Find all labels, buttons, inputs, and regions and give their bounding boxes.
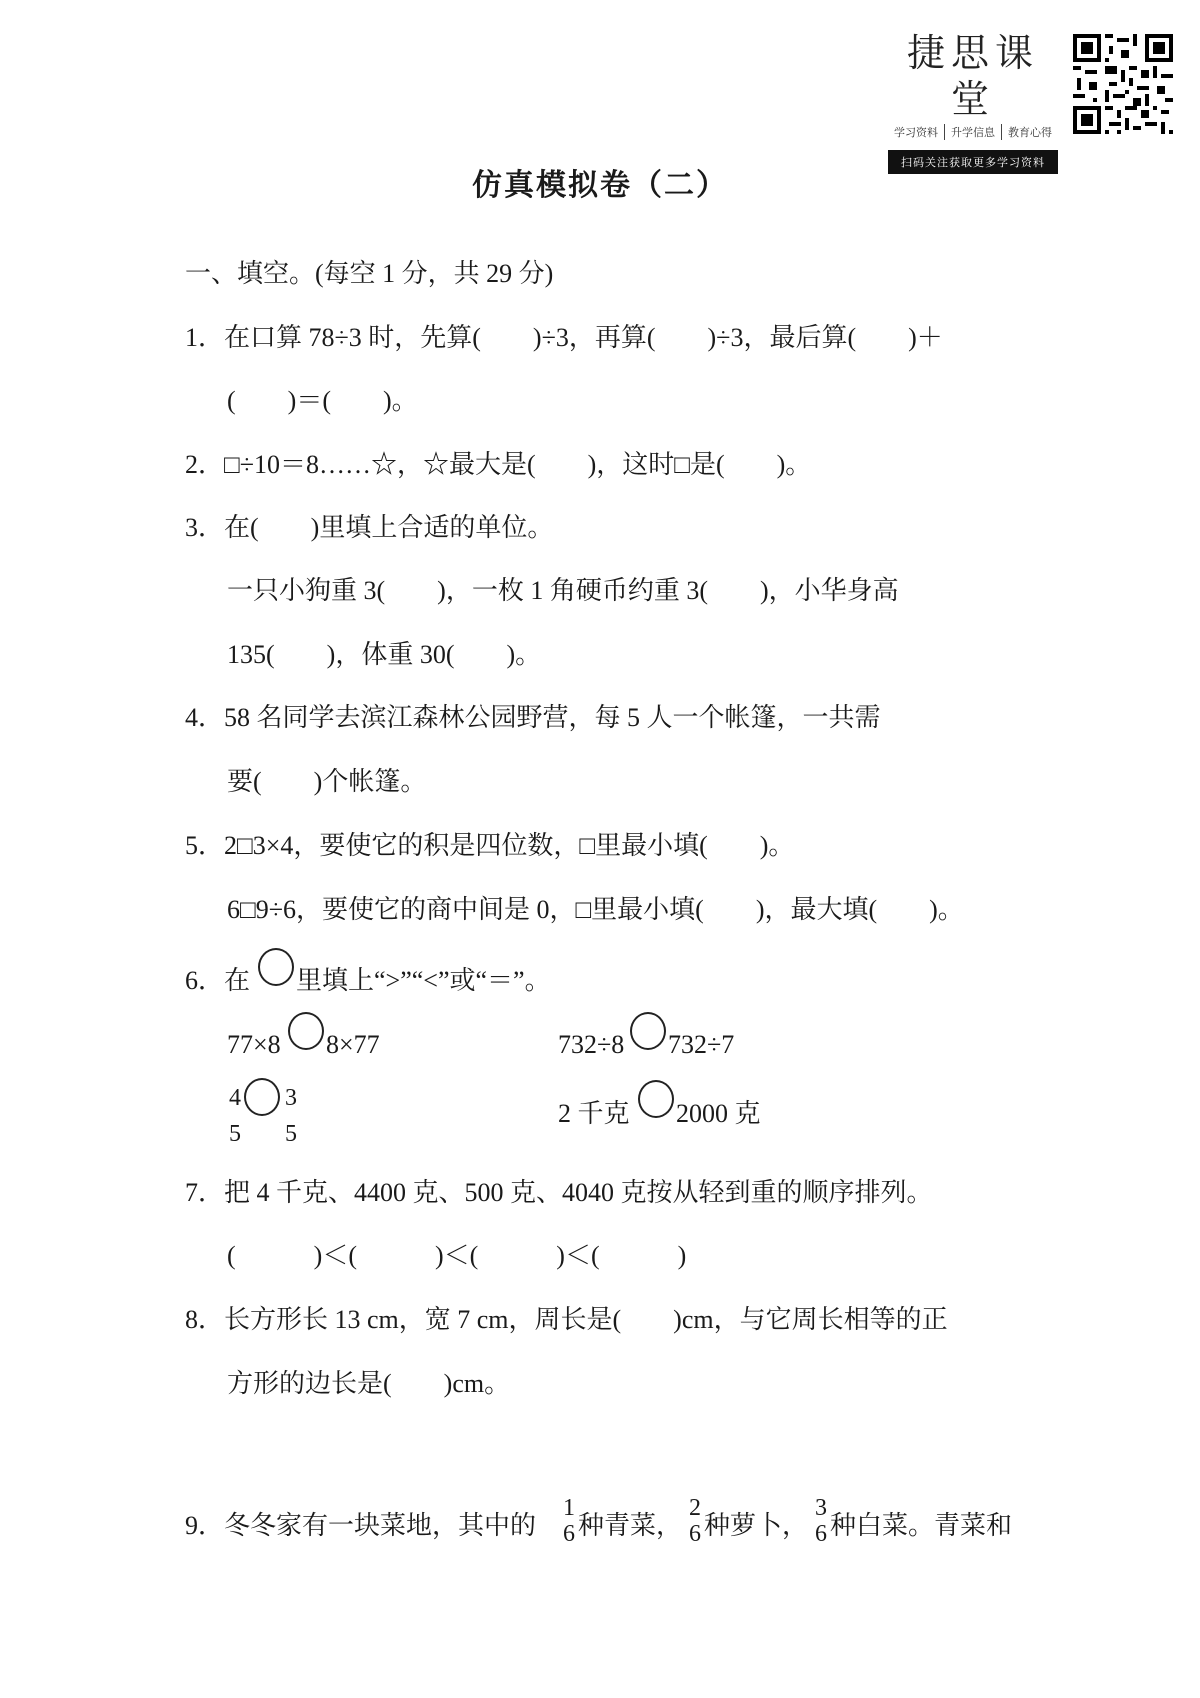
compare-3-circle[interactable] bbox=[244, 1078, 280, 1116]
question-6-suffix: 里填上“>”“<”或“＝”。 bbox=[296, 966, 551, 995]
fraction-4-5 bbox=[226, 1085, 244, 1147]
question-9-part-3: 种萝卜， bbox=[704, 1511, 809, 1540]
fraction-denominator: 6 bbox=[689, 1521, 701, 1547]
question-3-line-2: 一只小狗重 3( )，一枚 1 角硬币约重 3( )，小华身高 bbox=[227, 576, 899, 605]
brand-tag: 升学信息 bbox=[945, 124, 1002, 140]
compare-4-right: 2000 克 bbox=[676, 1099, 761, 1128]
compare-2-right: 732÷7 bbox=[668, 1030, 735, 1059]
page-title: 仿真模拟卷（二） bbox=[472, 168, 728, 203]
question-9-part-4: 种白菜。青菜和 bbox=[830, 1511, 1013, 1540]
compare-4-circle[interactable] bbox=[638, 1080, 674, 1118]
brand-tag: 教育心得 bbox=[1008, 126, 1052, 139]
brand-tags bbox=[888, 124, 1058, 140]
question-9-part-1: 9．冬冬家有一块菜地，其中的 bbox=[185, 1511, 537, 1540]
section-heading: 一、填空。(每空 1 分，共 29 分) bbox=[185, 259, 554, 288]
question-5-line-1: 5．2□3×4，要使它的积是四位数，□里最小填( )。 bbox=[185, 831, 795, 860]
question-7-line-1: 7．把 4 千克、4400 克、500 克、4040 克按从轻到重的顺序排列。 bbox=[185, 1178, 933, 1207]
compare-2-left: 732÷8 bbox=[558, 1030, 625, 1059]
compare-circle-icon bbox=[258, 948, 294, 986]
fraction-numerator: 4 bbox=[229, 1085, 241, 1111]
brand-tag: 学习资料 bbox=[888, 124, 945, 140]
question-1-line-2: ( )＝( )。 bbox=[227, 386, 418, 415]
question-1-line-1: 1．在口算 78÷3 时，先算( )÷3，再算( )÷3，最后算( )＋ bbox=[185, 323, 943, 352]
compare-1-left: 77×8 bbox=[227, 1030, 281, 1059]
question-6-prefix: 6．在 bbox=[185, 966, 251, 995]
question-3-line-1: 3．在( )里填上合适的单位。 bbox=[185, 513, 554, 542]
compare-4-left: 2 千克 bbox=[558, 1099, 630, 1128]
compare-2-circle[interactable] bbox=[630, 1012, 666, 1050]
question-8-line-1: 8．长方形长 13 cm，宽 7 cm，周长是( )cm，与它周长相等的正 bbox=[185, 1305, 948, 1334]
compare-1-right: 8×77 bbox=[326, 1030, 380, 1059]
fraction-1-6 bbox=[560, 1495, 578, 1547]
brand-name: 捷思课堂 bbox=[906, 31, 1039, 121]
question-4-line-1: 4．58 名同学去滨江森林公园野营，每 5 人一个帐篷，一共需 bbox=[185, 703, 881, 732]
fraction-numerator: 1 bbox=[563, 1495, 575, 1521]
fraction-3-6 bbox=[812, 1495, 830, 1547]
question-4-line-2: 要( )个帐篷。 bbox=[227, 767, 427, 796]
question-5-line-2: 6□9÷6，要使它的商中间是 0，□里最小填( )，最大填( )。 bbox=[227, 895, 964, 924]
question-2: 2．□÷10＝8……☆，☆最大是( )，这时□是( )。 bbox=[185, 450, 812, 479]
fraction-2-6 bbox=[686, 1495, 704, 1547]
question-8-line-2: 方形的边长是( )cm。 bbox=[227, 1369, 511, 1398]
fraction-denominator: 6 bbox=[563, 1521, 575, 1547]
compare-1-circle[interactable] bbox=[288, 1012, 324, 1050]
fraction-denominator: 5 bbox=[229, 1121, 241, 1147]
fraction-denominator: 6 bbox=[815, 1521, 827, 1547]
question-3-line-3: 135( )，体重 30( )。 bbox=[227, 640, 542, 669]
fraction-3-5 bbox=[282, 1085, 300, 1147]
fraction-numerator: 3 bbox=[285, 1085, 297, 1111]
question-9-part-2: 种青菜， bbox=[578, 1511, 683, 1540]
brand-block bbox=[888, 30, 1058, 174]
brand-banner: 扫码关注获取更多学习资料 bbox=[888, 150, 1058, 174]
question-7-line-2: ( )＜( )＜( )＜( ) bbox=[227, 1241, 687, 1270]
fraction-denominator: 5 bbox=[285, 1121, 297, 1147]
fraction-numerator: 3 bbox=[815, 1495, 827, 1521]
fraction-numerator: 2 bbox=[689, 1495, 701, 1521]
qr-code-icon[interactable] bbox=[1073, 34, 1173, 134]
